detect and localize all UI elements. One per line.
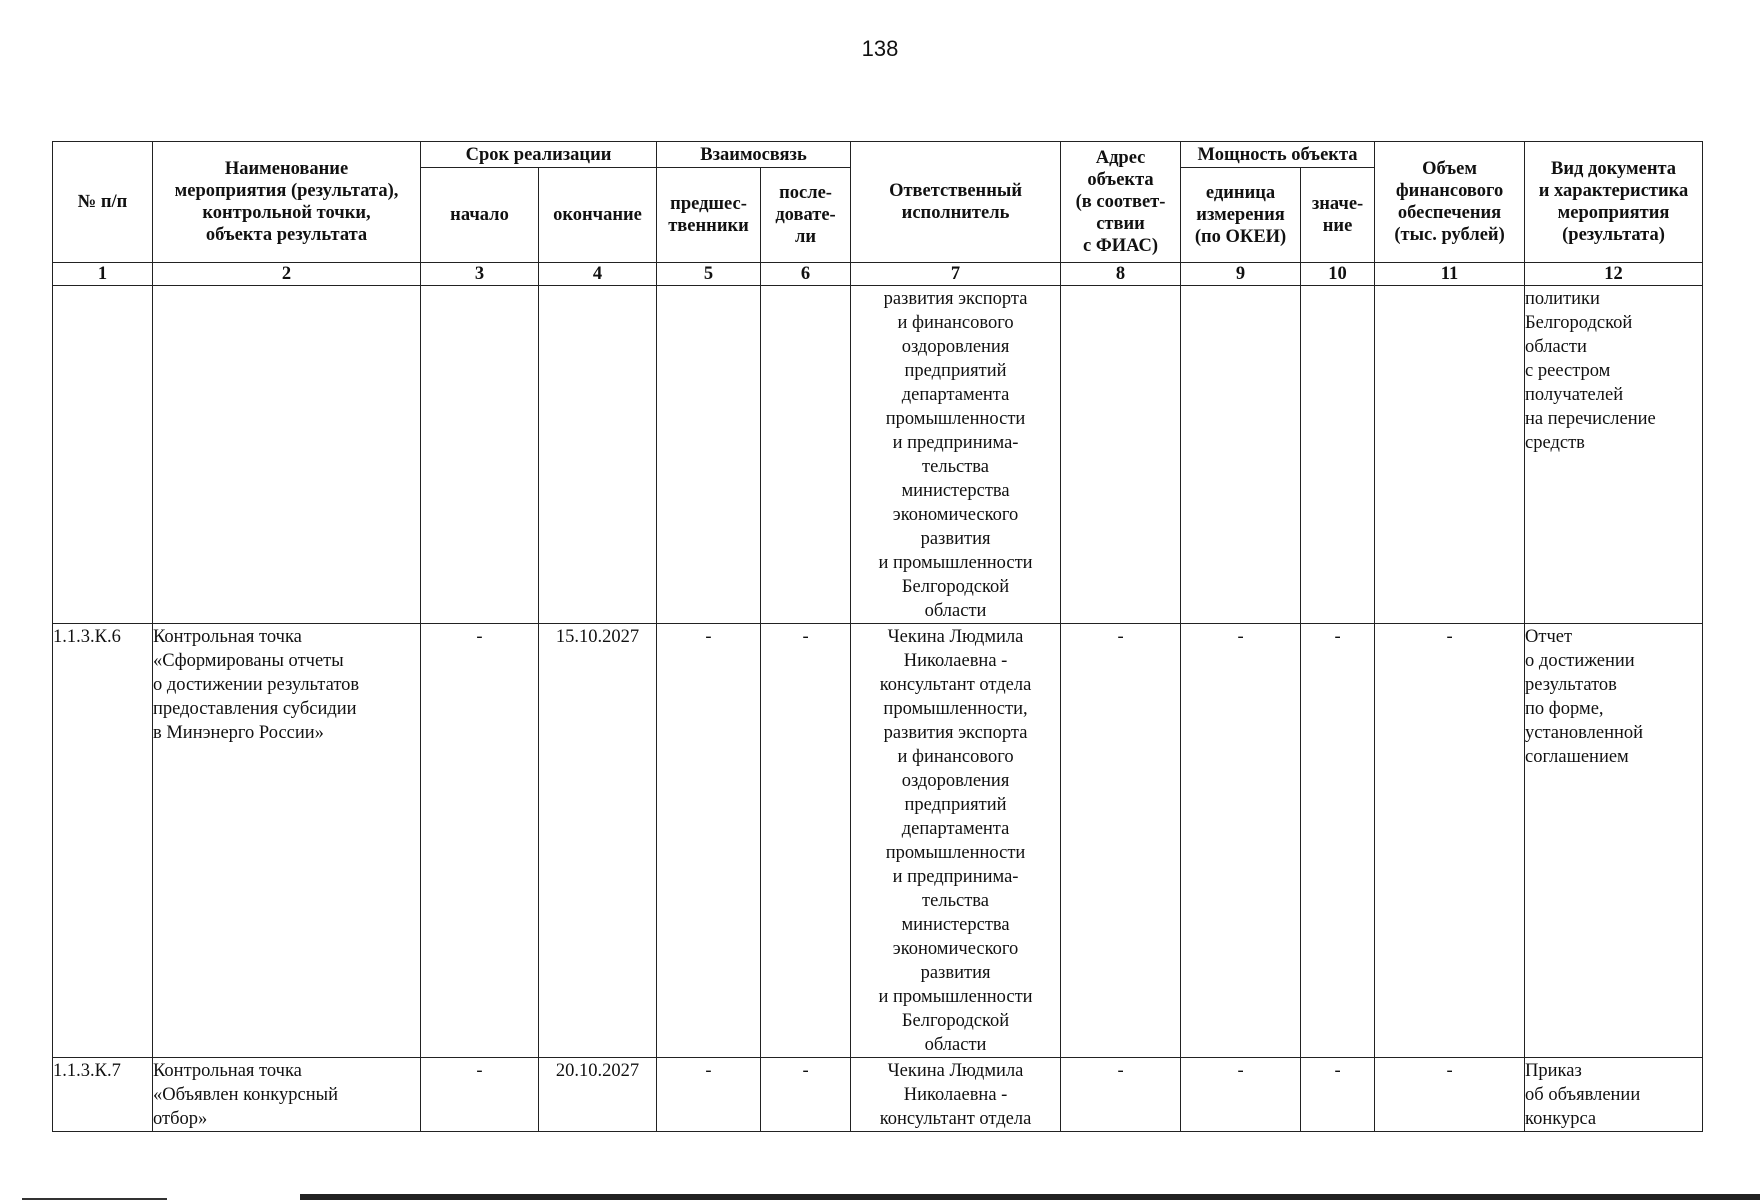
cell-value: - bbox=[1301, 624, 1375, 1058]
cell-end bbox=[539, 286, 657, 624]
cell-address: - bbox=[1061, 1058, 1181, 1132]
header-address: Адрес объекта (в соответ- ствии с ФИАС) bbox=[1061, 142, 1181, 263]
header-capacity-value: значе- ние bbox=[1301, 168, 1375, 263]
cell-value: - bbox=[1301, 1058, 1375, 1132]
header-link: Взаимосвязь bbox=[657, 142, 851, 168]
column-number: 1 bbox=[53, 263, 153, 286]
cell-prev: - bbox=[657, 1058, 761, 1132]
column-number: 6 bbox=[761, 263, 851, 286]
cell-unit: - bbox=[1181, 1058, 1301, 1132]
cell-num: 1.1.3.К.6 bbox=[53, 624, 153, 1058]
column-number: 7 bbox=[851, 263, 1061, 286]
column-number: 10 bbox=[1301, 263, 1375, 286]
cell-finance bbox=[1375, 286, 1525, 624]
cell-name: Контрольная точка «Объявлен конкурсный отбор» bbox=[153, 1058, 421, 1132]
cell-start bbox=[421, 286, 539, 624]
table-row bbox=[53, 286, 1703, 624]
cell-address: - bbox=[1061, 624, 1181, 1058]
header-term: Срок реализации bbox=[421, 142, 657, 168]
header-num: № п/п bbox=[53, 142, 153, 263]
cell-responsible: Чекина Людмила Николаевна - консультант отдела bbox=[851, 1058, 1061, 1132]
cell-unit bbox=[1181, 286, 1301, 624]
header-name: Наименование мероприятия (результата), контрольной точки, объекта результата bbox=[153, 142, 421, 263]
events-table bbox=[52, 141, 1703, 1132]
column-number: 11 bbox=[1375, 263, 1525, 286]
header-capacity: Мощность объекта bbox=[1181, 142, 1375, 168]
cell-next: - bbox=[761, 1058, 851, 1132]
cell-end: 20.10.2027 bbox=[539, 1058, 657, 1132]
header-term-end: окончание bbox=[539, 168, 657, 263]
header-doc: Вид документа и характеристика мероприятия (результата) bbox=[1525, 142, 1703, 263]
cell-prev: - bbox=[657, 624, 761, 1058]
cell-doc: Отчет о достижении результатов по форме, установленной соглашением bbox=[1525, 624, 1703, 1058]
column-number: 5 bbox=[657, 263, 761, 286]
column-number: 12 bbox=[1525, 263, 1703, 286]
header-finance: Объем финансового обеспечения (тыс. рублей) bbox=[1375, 142, 1525, 263]
cell-num bbox=[53, 286, 153, 624]
cell-end: 15.10.2027 bbox=[539, 624, 657, 1058]
page-edge-line bbox=[300, 1194, 1760, 1200]
page-number: 138 bbox=[861, 36, 899, 61]
header-capacity-unit: единица измерения (по ОКЕИ) bbox=[1181, 168, 1301, 263]
cell-value bbox=[1301, 286, 1375, 624]
header-link-prev: предшес- твенники bbox=[657, 168, 761, 263]
cell-next bbox=[761, 286, 851, 624]
column-number: 9 bbox=[1181, 263, 1301, 286]
table-row bbox=[53, 1058, 1703, 1132]
cell-unit: - bbox=[1181, 624, 1301, 1058]
cell-name bbox=[153, 286, 421, 624]
cell-finance: - bbox=[1375, 624, 1525, 1058]
cell-name: Контрольная точка «Сформированы отчеты о достижении результатов предоставления субсидии в Минэнерго России» bbox=[153, 624, 421, 1058]
column-number: 2 bbox=[153, 263, 421, 286]
cell-doc: Приказ об объявлении конкурса bbox=[1525, 1058, 1703, 1132]
cell-address bbox=[1061, 286, 1181, 624]
column-number: 8 bbox=[1061, 263, 1181, 286]
column-number: 3 bbox=[421, 263, 539, 286]
cell-start: - bbox=[421, 624, 539, 1058]
header-link-next: после- довате- ли bbox=[761, 168, 851, 263]
cell-num: 1.1.3.К.7 bbox=[53, 1058, 153, 1132]
cell-next: - bbox=[761, 624, 851, 1058]
column-number: 4 bbox=[539, 263, 657, 286]
header-term-start: начало bbox=[421, 168, 539, 263]
cell-finance: - bbox=[1375, 1058, 1525, 1132]
table-row bbox=[53, 624, 1703, 1058]
cell-responsible: Чекина Людмила Николаевна - консультант отдела промышленности, развития экспорта и финансового оздоровления предприятий департамента промышленности и предпринима- тельства министерства экономического развития и промышленности Белгородской области bbox=[851, 624, 1061, 1058]
cell-responsible: развития экспорта и финансового оздоровления предприятий департамента промышленности и предпринима- тельства министерства экономического развития и промышленности Белгородской области bbox=[851, 286, 1061, 624]
cell-prev bbox=[657, 286, 761, 624]
cell-doc: политики Белгородской области с реестром получателей на перечисление средств bbox=[1525, 286, 1703, 624]
cell-start: - bbox=[421, 1058, 539, 1132]
header-responsible: Ответственный исполнитель bbox=[851, 142, 1061, 263]
